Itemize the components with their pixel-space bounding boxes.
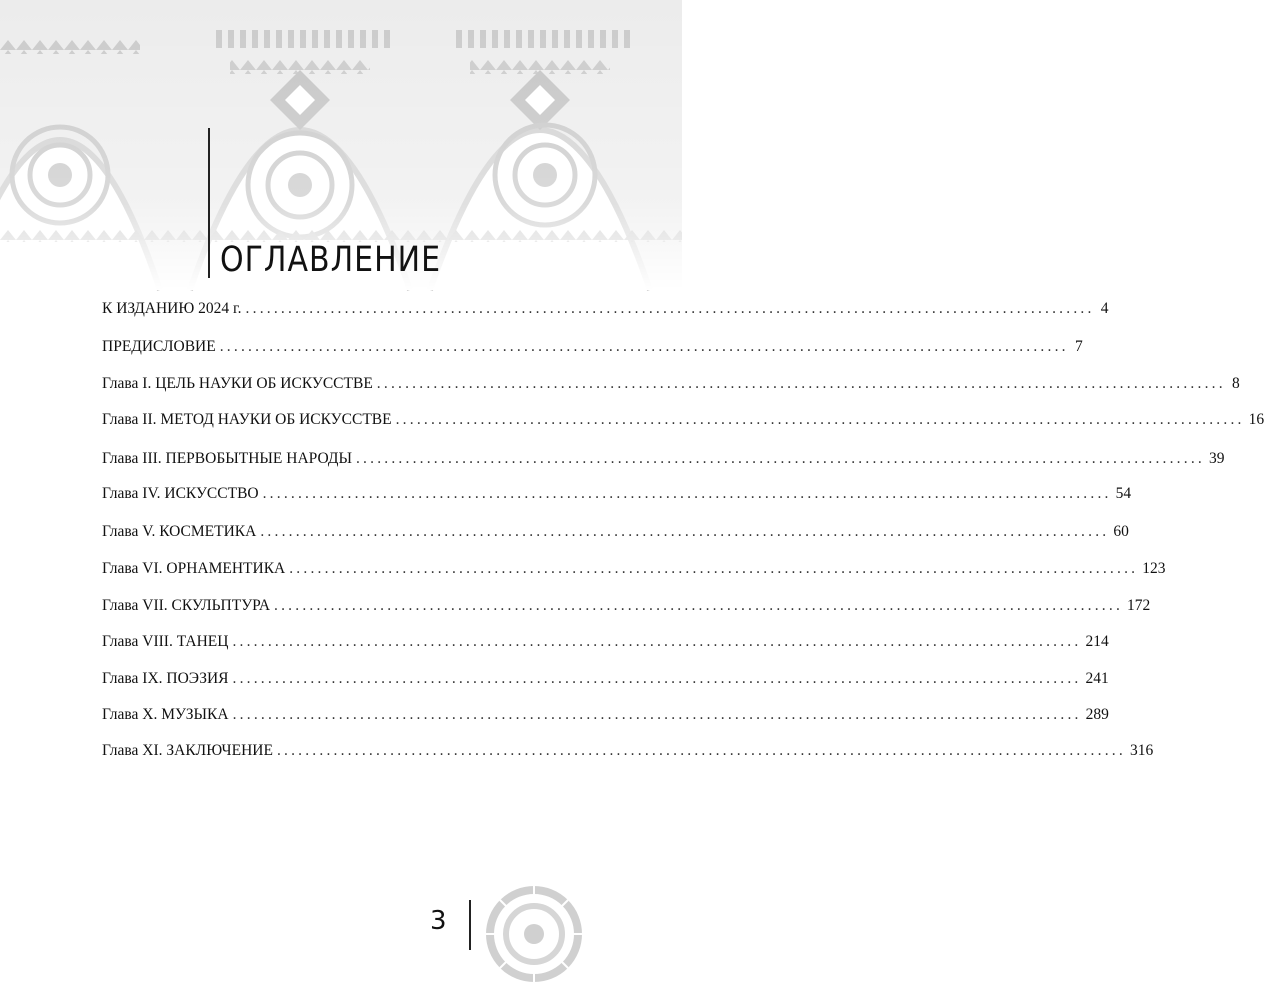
toc-dot-leader: ........................................................................................................................ [232,633,1082,650]
toc-entry-page: 241 [1085,670,1109,687]
toc-dot-leader: ........................................................................................................................ [245,300,1095,317]
toc-entry-title: Глава VIII. ТАНЕЦ [102,633,229,650]
toc-entry-title: ПРЕДИСЛОВИЕ [102,338,216,355]
toc-entry-page: 172 [1127,597,1151,614]
toc-dot-leader: ........................................................................................................................ [395,411,1245,428]
toc-dot-leader: ........................................................................................................................ [276,742,1126,759]
toc-entry-page: 54 [1115,485,1132,502]
toc-dot-leader: ........................................................................................................................ [232,706,1082,723]
toc-entry-title: Глава III. ПЕРВОБЫТНЫЕ НАРОДЫ [102,450,352,467]
toc-entry [102,560,1166,584]
toc-entry [102,597,1151,621]
toc-entry-page: 8 [1232,375,1240,392]
toc-dot-leader: ........................................................................................................................ [262,485,1112,502]
toc-entry-page: 7 [1074,338,1083,355]
page-title: ОГЛАВЛЕНИЕ [220,240,442,281]
toc-dot-leader: ........................................................................................................................ [260,523,1110,540]
toc-entry-title: Глава V. КОСМЕТИКА [102,523,257,540]
toc-entry [102,485,1132,509]
toc-entry-page: 4 [1100,300,1109,317]
heading-divider [208,128,210,278]
toc-entry-title: Глава I. ЦЕЛЬ НАУКИ ОБ ИСКУССТВЕ [102,375,373,392]
toc-entry-title: Глава X. МУЗЫКА [102,706,229,723]
toc-entry-page: 289 [1085,706,1109,723]
toc-entry-title: Глава VI. ОРНАМЕНТИКА [102,560,286,577]
toc-entry-page: 39 [1208,450,1225,467]
toc-entry-title: К ИЗДАНИЮ 2024 г. [102,300,242,317]
toc-entry-title: Глава II. МЕТОД НАУКИ ОБ ИСКУССТВЕ [102,411,392,428]
toc-entry-title: Глава IV. ИСКУССТВО [102,485,259,502]
toc-entry-title: Глава IX. ПОЭЗИЯ [102,670,229,687]
toc-dot-leader: ........................................................................................................................ [219,338,1069,355]
toc-dot-leader: ........................................................................................................................ [274,597,1124,614]
toc-entry-page: 60 [1113,523,1129,540]
toc-entry [102,523,1129,547]
toc-entry [102,633,1109,657]
footer-divider [469,900,471,950]
toc-dot-leader: ........................................................................................................................ [232,670,1082,687]
toc-dot-leader: ........................................................................................................................ [376,375,1226,392]
toc-entry [102,300,1109,324]
toc-dot-leader: ........................................................................................................................ [355,450,1205,467]
toc-entry-page: 16 [1248,411,1264,428]
toc-entry-page: 123 [1142,560,1166,577]
toc-entry [102,670,1109,694]
toc-entry [102,338,1083,362]
toc-entry-title: Глава VII. СКУЛЬПТУРА [102,597,271,614]
toc-entry-title: Глава XI. ЗАКЛЮЧЕНИЕ [102,742,273,759]
toc-dot-leader: ........................................................................................................................ [289,560,1139,577]
toc-entry [102,450,1225,474]
toc-entry-page: 214 [1085,633,1109,650]
toc-entry [102,742,1154,766]
toc-entry [102,411,1264,435]
page-number: 3 [430,906,447,936]
toc-entry-page: 316 [1129,742,1154,759]
toc-entry [102,706,1109,730]
toc-entry [102,375,1240,399]
rosette-ornament [484,884,584,984]
